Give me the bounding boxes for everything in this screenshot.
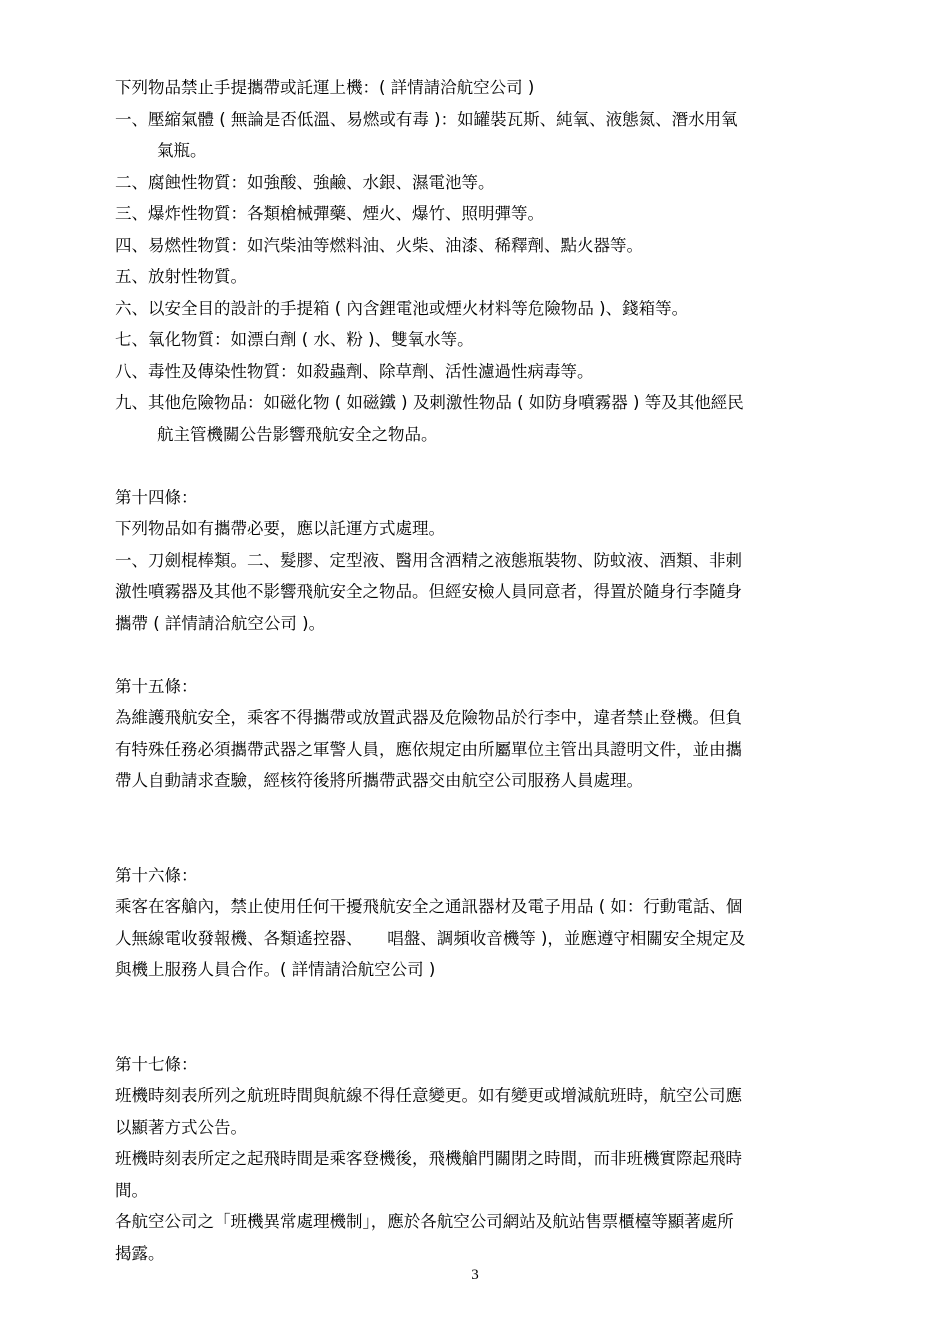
- article-16-title: 第十六條：: [115, 865, 198, 885]
- prohibited-intro: 下列物品禁止手提攜帶或託運上機：( 詳情請洽航空公司 ): [115, 78, 535, 97]
- prohibited-item-9-cont: 航主管機關公告影響飛航安全之物品。: [157, 424, 438, 444]
- prohibited-item-1: 一、壓縮氣體 ( 無論是否低溫、易燃或有毒 )：如罐裝瓦斯、純氧、液態氮、潛水用氧: [115, 109, 738, 129]
- article-16-line: 與機上服務人員合作。( 詳情請洽航空公司 ): [115, 960, 436, 979]
- article-17-line: 間。: [115, 1180, 148, 1200]
- article-14-line: 攜帶 ( 詳情請洽航空公司 )。: [115, 613, 326, 633]
- page-number: 3: [471, 1267, 479, 1283]
- article-17-title: 第十七條：: [115, 1054, 198, 1074]
- article-14-line: 下列物品如有攜帶必要，應以託運方式處理。: [115, 519, 445, 538]
- article-14-line: 一、刀劍棍棒類。二、髮膠、定型液、醫用含酒精之液態瓶裝物、防蚊液、酒類、非刺: [115, 550, 742, 570]
- article-15-line: 帶人自動請求查驗，經核符後將所攜帶武器交由航空公司服務人員處理。: [115, 771, 643, 790]
- article-15-line: 有特殊任務必須攜帶武器之軍警人員，應依規定由所屬單位主管出具證明文件，並由攜: [115, 739, 742, 759]
- article-17-line: 班機時刻表所定之起飛時間是乘客登機後，飛機艙門關閉之時間，而非班機實際起飛時: [115, 1149, 742, 1168]
- article-15-title: 第十五條：: [115, 676, 198, 696]
- prohibited-item-5: 五、放射性物質。: [115, 267, 247, 286]
- article-17-line: 揭露。: [115, 1243, 165, 1263]
- article-17-line: 以顯著方式公告。: [115, 1117, 247, 1137]
- article-17-line: 各航空公司之「班機異常處理機制」，應於各航空公司網站及航站售票櫃檯等顯著處所: [115, 1212, 734, 1231]
- prohibited-item-1-cont: 氣瓶。: [157, 141, 207, 160]
- document-body: [115, 72, 845, 1269]
- prohibited-item-8: 八、毒性及傳染性物質：如殺蟲劑、除草劑、活性濾過性病毒等。: [115, 361, 594, 381]
- article-15-line: 為維護飛航安全，乘客不得攜帶或放置武器及危險物品於行李中，違者禁止登機。但負: [115, 708, 742, 727]
- article-16-line: 乘客在客艙內，禁止使用任何干擾飛航安全之通訊器材及電子用品 ( 如：行動電話、個: [115, 897, 743, 916]
- prohibited-item-3: 三、爆炸性物質：各類槍械彈藥、煙火、爆竹、照明彈等。: [115, 204, 544, 223]
- article-16-line: 人無線電收發報機、各類遙控器、 唱盤、調頻收音機等 )，並應遵守相關安全規定及: [115, 928, 746, 948]
- article-17-line: 班機時刻表所列之航班時間與航線不得任意變更。如有變更或增減航班時，航空公司應: [115, 1086, 742, 1105]
- prohibited-item-9: 九、其他危險物品：如磁化物 ( 如磁鐵 ) 及刺激性物品 ( 如防身噴霧器 ) 等及其他經民: [115, 393, 744, 412]
- prohibited-item-7: 七、氧化物質：如漂白劑 ( 水、粉 )、雙氧水等。: [115, 330, 474, 349]
- article-14-line: 激性噴霧器及其他不影響飛航安全之物品。但經安檢人員同意者，得置於隨身行李隨身: [115, 582, 742, 601]
- prohibited-item-4: 四、易燃性物質：如汽柴油等燃料油、火柴、油漆、稀釋劑、點火器等。: [115, 235, 643, 255]
- prohibited-item-6: 六、以安全目的設計的手提箱 ( 內含鋰電池或煙火材料等危險物品 )、錢箱等。: [115, 298, 689, 318]
- prohibited-item-2: 二、腐蝕性物質：如強酸、強鹼、水銀、濕電池等。: [115, 172, 495, 192]
- article-14-title: 第十四條：: [115, 487, 198, 507]
